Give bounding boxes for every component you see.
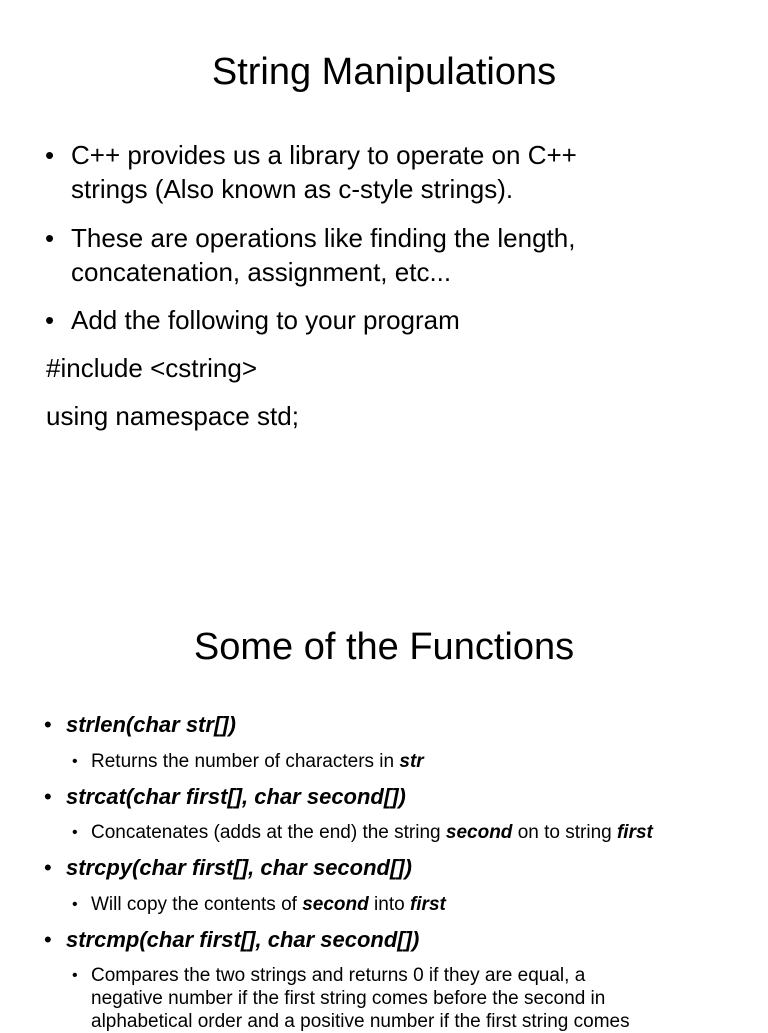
description-text: [91, 750, 751, 773]
bullet-icon: •: [45, 140, 55, 170]
description-emphasis: second: [302, 894, 369, 915]
function-signature: strcpy(char first[], char second[]): [66, 855, 412, 880]
bullet-icon: •: [45, 305, 55, 335]
description-plain: Will copy the contents of: [91, 894, 303, 915]
bullet-text: [71, 221, 731, 289]
description-line: alphabetical order and a positive number if the first string comes: [91, 1011, 630, 1032]
description-text: [91, 821, 751, 844]
function-strcat-description: [0, 821, 768, 844]
description-emphasis: first: [616, 822, 653, 843]
bullet-icon: •: [45, 223, 55, 253]
bullet-text: Add the following to your program: [71, 305, 460, 335]
description-emphasis: str: [399, 751, 424, 772]
function-strcat: [0, 783, 768, 811]
function-signature: strlen(char str[]): [66, 712, 236, 737]
code-include-line: #include <cstring>: [46, 353, 258, 383]
function-strcpy: [0, 854, 768, 882]
bullet-text-line: These are operations like finding the length,: [71, 223, 576, 253]
description-line: negative number if the first string comes before the second in: [91, 988, 606, 1009]
bullet-text-line: C++ provides us a library to operate on C++: [71, 140, 577, 170]
function-strcpy-description: [0, 893, 768, 916]
function-strcmp-description: [0, 964, 768, 1033]
description-emphasis: second: [445, 822, 513, 843]
bullet-text: [71, 138, 731, 206]
bullet-icon: •: [44, 784, 52, 809]
sub-bullet-icon: •: [72, 967, 78, 984]
slide-title: Some of the Functions: [193, 626, 575, 668]
description-plain: on to string: [512, 822, 617, 843]
description-emphasis: first: [409, 894, 446, 915]
description-text: [91, 964, 751, 1033]
bullet-text-line: concatenation, assignment, etc...: [71, 257, 452, 287]
bullet-operations: [0, 221, 768, 289]
sub-bullet-icon: •: [72, 824, 78, 841]
bullet-text-line: strings (Also known as c-style strings).: [71, 174, 514, 204]
slide-some-functions: [0, 512, 768, 1032]
code-namespace-line: using namespace std;: [46, 401, 299, 431]
bullet-cpp-library: [0, 138, 768, 206]
function-strlen: [0, 711, 768, 739]
description-plain: Returns the number of characters in: [91, 751, 400, 772]
bullet-add-following: [0, 303, 768, 337]
description-line: Compares the two strings and returns 0 if they are equal, a: [91, 965, 586, 986]
description-text: [91, 893, 751, 916]
sub-bullet-icon: •: [72, 753, 78, 770]
function-signature: strcat(char first[], char second[]): [66, 784, 406, 809]
description-plain: into: [368, 894, 410, 915]
function-strcmp: [0, 926, 768, 954]
bullet-icon: •: [44, 712, 52, 737]
sub-bullet-icon: •: [72, 896, 78, 913]
slide-title: String Manipulations: [211, 51, 557, 93]
bullet-icon: •: [44, 855, 52, 880]
function-strlen-description: [0, 750, 768, 773]
bullet-icon: •: [44, 927, 52, 952]
slide-string-manipulations: [0, 0, 768, 512]
description-plain: Concatenates (adds at the end) the string: [91, 822, 446, 843]
function-signature: strcmp(char first[], char second[]): [66, 927, 420, 952]
